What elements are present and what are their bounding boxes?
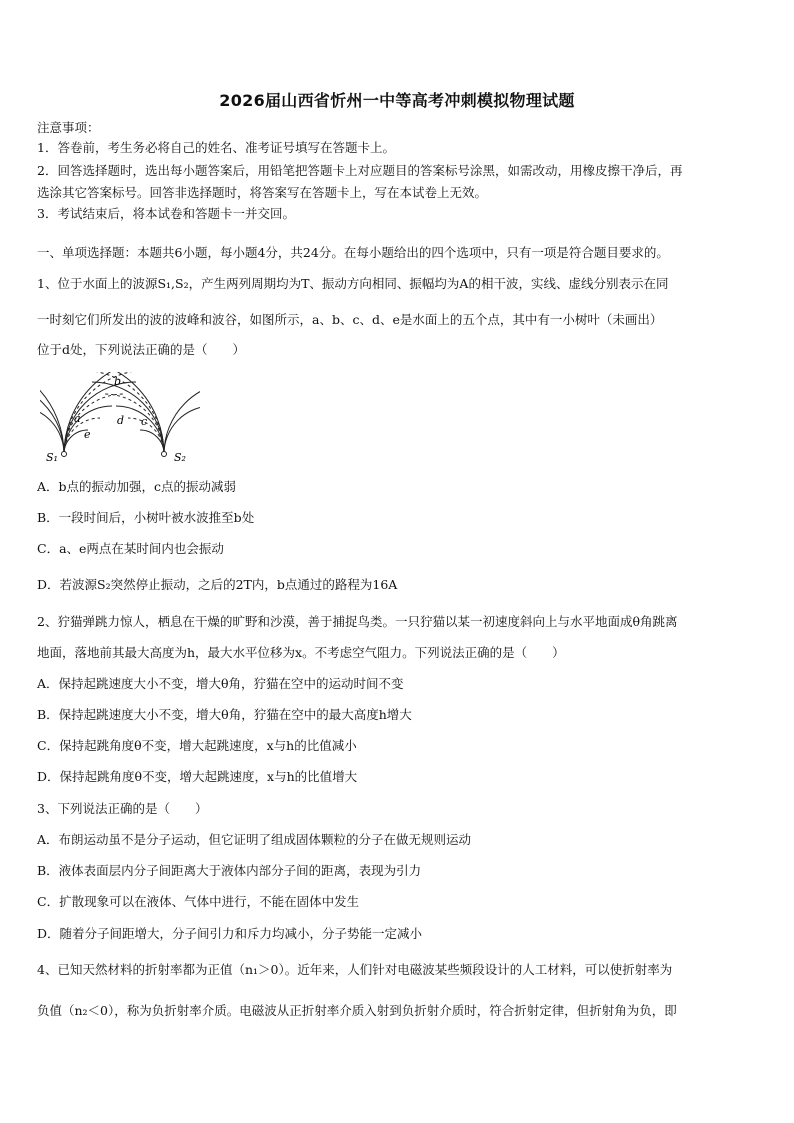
source-s2 (162, 452, 167, 457)
option-a: A．保持起跳速度大小不变，增大θ角，狞猫在空中的运动时间不变 (37, 676, 404, 691)
wave-interference-figure (40, 372, 200, 468)
label-s2: S₂ (174, 451, 186, 464)
option-b: B．液体表面层内分子间距离大于液体内部分子间的距离，表现为引力 (37, 863, 422, 878)
note-item: 1．答卷前，考生务必将自己的姓名、准考证号填写在答题卡上。 (37, 140, 395, 155)
notes-heading: 注意事项： (37, 120, 100, 135)
source-s1 (62, 452, 67, 457)
option-c: C．保持起跳角度θ不变，增大起跳速度，x与h的比值减小 (37, 738, 357, 753)
option-d: D．若波源S₂突然停止振动，之后的2T内，b点通过的路程为16A (37, 577, 398, 592)
option-d: D．保持起跳角度θ不变，增大起跳速度，x与h的比值增大 (37, 769, 358, 784)
label-c: c (141, 415, 148, 428)
section-heading: 一、单项选择题：本题共6小题，每小题4分，共24分。在每小题给出的四个选项中，只有一项是符合题目要求的。 (37, 245, 669, 260)
question-text: 2、狞猫弹跳力惊人，栖息在干燥的旷野和沙漠，善于捕捉鸟类。一只狞猫以某一初速度斜向上与水平地面成θ角跳离 (37, 614, 678, 629)
label-b: b (114, 375, 122, 388)
question-text: 1、位于水面上的波源S₁,S₂，产生两列周期均为T、振动方向相同、振幅均为A的相干波，实线、虚线分别表示在同 (37, 276, 669, 291)
question-text: 4、已知天然材料的折射率都为正值（n₁＞0）。近年来，人们针对电磁波某些频段设计的人工材料，可以使折射率为 (37, 962, 673, 977)
note-item: 选涂其它答案标号。回答非选择题时，将答案写在答题卡上，写在本试卷上无效。 (37, 185, 488, 200)
option-c: C．扩散现象可以在液体、气体中进行，不能在固体中发生 (37, 894, 360, 909)
option-a: A．布朗运动虽不是分子运动，但它证明了组成固体颗粒的分子在做无规则运动 (37, 832, 472, 847)
option-b: B．一段时间后，小树叶被水波推至b处 (37, 510, 255, 525)
label-d: d (117, 414, 125, 427)
question-text: 3、下列说法正确的是（ ） (37, 801, 208, 816)
label-a: a (74, 412, 81, 425)
option-a: A．b点的振动加强，c点的振动减弱 (37, 479, 237, 494)
option-c: C．a、e两点在某时间内也会振动 (37, 541, 224, 556)
label-s1: S₁ (46, 451, 58, 464)
page-title: 2026届山西省忻州一中等高考冲刺模拟物理试题 (219, 91, 575, 110)
question-text: 地面，落地前其最大高度为h，最大水平位移为x。不考虑空气阻力。下列说法正确的是（ ） (37, 645, 565, 660)
option-d: D．随着分子间距增大，分子间引力和斥力均减小，分子势能一定减小 (37, 926, 423, 941)
label-e: e (84, 428, 91, 441)
note-item: 3．考试结束后，将本试卷和答题卡一并交回。 (37, 206, 295, 221)
question-text: 一时刻它们所发出的波的波峰和波谷，如图所示，a、b、c、d、e是水面上的五个点，其中有一小树叶（未画出） (37, 312, 663, 327)
question-text: 位于d处，下列说法正确的是（ ） (37, 342, 246, 357)
option-b: B．保持起跳速度大小不变，增大θ角，狞猫在空中的最大高度h增大 (37, 707, 412, 722)
question-text: 负值（n₂＜0），称为负折射率介质。电磁波从正折射率介质入射到负折射介质时，符合折射定律，但折射角为负，即 (37, 1003, 677, 1018)
note-item: 2．回答选择题时，选出每小题答案后，用铅笔把答题卡上对应题目的答案标号涂黑，如需改动，用橡皮擦干净后，再 (37, 163, 683, 178)
